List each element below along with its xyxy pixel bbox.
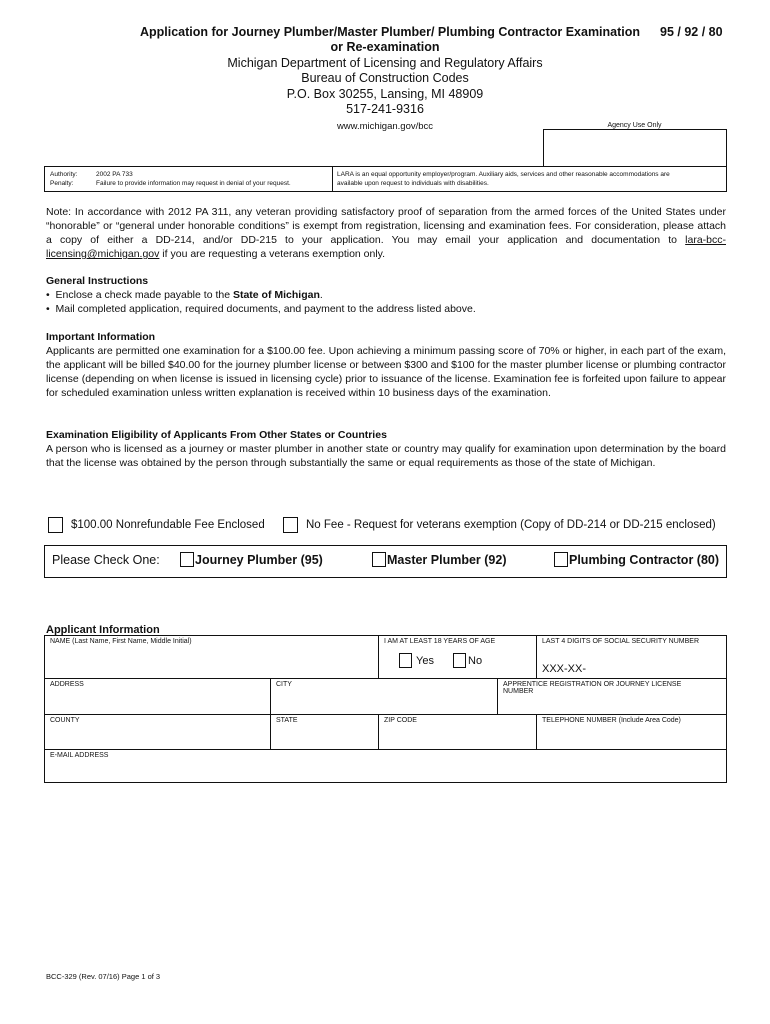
email-label: E-MAIL ADDRESS bbox=[50, 752, 109, 759]
age-no-label: No bbox=[468, 655, 483, 667]
bullet-2-text: Mail completed application, required documents, and payment to the address listed above. bbox=[55, 303, 476, 315]
penalty-label: Penalty: bbox=[50, 180, 74, 187]
bullet-1-bold: State of Michigan bbox=[232, 289, 320, 301]
form-title: Application for Journey Plumber/Master Plumber/ Plumbing Contractor Examination bbox=[139, 25, 641, 39]
age-label: I AM AT LEAST 18 YEARS OF AGE bbox=[384, 638, 496, 645]
city-label: CITY bbox=[276, 681, 292, 688]
lara-statement-line2: available upon request to individuals with disabilities. bbox=[337, 180, 489, 187]
master-plumber-label: Master Plumber (92) bbox=[387, 553, 507, 567]
fee-enclosed-checkbox[interactable] bbox=[48, 517, 63, 533]
eligibility-section bbox=[46, 428, 726, 470]
general-heading: General Instructions bbox=[46, 275, 149, 287]
name-field[interactable] bbox=[45, 636, 379, 679]
name-label: NAME (Last Name, First Name, Middle Initial) bbox=[50, 638, 192, 645]
authority-box bbox=[44, 166, 727, 192]
authority-value: 2002 PA 733 bbox=[96, 171, 133, 178]
journey-plumber-label: Journey Plumber (95) bbox=[195, 553, 323, 567]
city-field[interactable] bbox=[271, 679, 498, 715]
veteran-note bbox=[46, 205, 726, 261]
authority-penalty bbox=[45, 167, 333, 191]
bullet-1-end: . bbox=[319, 289, 323, 301]
zip-field[interactable] bbox=[379, 715, 537, 750]
plumbing-contractor-label: Plumbing Contractor (80) bbox=[569, 553, 720, 567]
age-yes-checkbox[interactable] bbox=[399, 653, 412, 668]
ssn-label: LAST 4 DIGITS OF SOCIAL SECURITY NUMBER bbox=[542, 638, 700, 645]
general-instructions bbox=[46, 274, 726, 316]
penalty-value: Failure to provide information may request in denial of your request. bbox=[96, 180, 291, 187]
important-text: Applicants are permitted one examination for a $100.00 fee. Upon achieving a minimum passing score of 70% or higher, in each part of the exam, the applicant will be billed $40.00 for the journey plumber license or between $300 and $100 for the master plumber license or plumbing contractor license (depending on when license is issued in licensing cycle) prior to issuance of the license. Examination fee is forfeited upon failure to appear for scheduled examination unless written explanation is received within 10 business days of the examination. bbox=[46, 345, 726, 399]
age-field bbox=[379, 636, 537, 679]
email-field[interactable] bbox=[45, 750, 726, 782]
ssn-prefix: XXX-XX- bbox=[542, 663, 587, 675]
bullet-1: • Enclose a check made payable to the State of Michigan. bbox=[46, 289, 323, 301]
state-field[interactable] bbox=[271, 715, 379, 750]
address-field[interactable] bbox=[45, 679, 271, 715]
bureau-name: Bureau of Construction Codes bbox=[301, 71, 469, 85]
eligibility-heading: Examination Eligibility of Applicants From Other States or Countries bbox=[46, 429, 387, 441]
applicant-grid bbox=[44, 635, 727, 783]
mailing-address: P.O. Box 30255, Lansing, MI 48909 bbox=[286, 87, 484, 101]
county-field[interactable] bbox=[45, 715, 271, 750]
website-link[interactable]: www.michigan.gov/bcc bbox=[336, 121, 434, 132]
eligibility-text: A person who is licensed as a journey or master plumber in another state or country may qualify for examination upon determination by the board that the license was obtained by the person through substantially the same or equal requirements as those of the state of Michigan. bbox=[46, 443, 726, 469]
telephone-label: TELEPHONE NUMBER (Include Area Code) bbox=[542, 717, 681, 724]
no-fee-checkbox[interactable] bbox=[283, 517, 298, 533]
email-link[interactable]: lara-bcc-licensing@michigan.gov bbox=[46, 234, 726, 260]
plumbing-contractor-checkbox[interactable] bbox=[554, 552, 568, 567]
form-footer: BCC-329 (Rev. 07/16) Page 1 of 3 bbox=[46, 972, 161, 981]
apprentice-label: APPRENTICE REGISTRATION OR JOURNEY LICENSE NUMBER bbox=[503, 681, 682, 695]
state-label: STATE bbox=[276, 717, 298, 724]
important-information bbox=[46, 330, 726, 400]
master-plumber-checkbox[interactable] bbox=[372, 552, 386, 567]
note-text: Note: In accordance with 2012 PA 311, any veteran providing satisfactory proof of separation from the armed forces of the United States under “honorable” or “general under honorable conditions” is exempt from registration, licensing and examination fees. For consideration, please attach a copy of either a DD-214, and/or DD-215 to your application. You may email your application and documentation to bbox=[46, 206, 726, 246]
fee-options bbox=[46, 516, 726, 536]
license-type-box bbox=[44, 545, 727, 578]
agency-use-box bbox=[543, 129, 727, 167]
bullet-2: • Mail completed application, required documents, and payment to the address listed above. bbox=[46, 303, 476, 315]
apprentice-field[interactable] bbox=[498, 679, 726, 715]
fee-enclosed-label: $100.00 Nonrefundable Fee Enclosed bbox=[71, 519, 265, 531]
check-one-label: Please Check One: bbox=[52, 553, 160, 567]
bullet-1-start: Enclose a check made payable to the bbox=[55, 289, 233, 301]
note-text-end: if you are requesting a veterans exemption only. bbox=[159, 248, 386, 260]
age-no-checkbox[interactable] bbox=[453, 653, 466, 668]
telephone-field[interactable] bbox=[537, 715, 726, 750]
zip-label: ZIP CODE bbox=[384, 717, 417, 724]
age-yes-label: Yes bbox=[416, 655, 434, 667]
important-heading: Important Information bbox=[46, 331, 156, 343]
phone-number: 517-241-9316 bbox=[346, 102, 424, 116]
address-label: ADDRESS bbox=[50, 681, 84, 688]
form-numbers: 95 / 92 / 80 bbox=[660, 25, 723, 39]
agency-use-label: Agency Use Only bbox=[607, 122, 662, 129]
form-subtitle: or Re-examination bbox=[330, 40, 440, 54]
authority-label: Authority: bbox=[50, 171, 78, 178]
no-fee-label: No Fee - Request for veterans exemption (Copy of DD-214 or DD-215 enclosed) bbox=[306, 519, 716, 531]
applicant-heading: Applicant Information bbox=[46, 624, 160, 636]
ssn-field[interactable] bbox=[537, 636, 726, 679]
department-name: Michigan Department of Licensing and Regulatory Affairs bbox=[227, 56, 543, 70]
county-label: COUNTY bbox=[50, 717, 80, 724]
lara-statement-line1: LARA is an equal opportunity employer/program. Auxiliary aids, services and other reasonable accommodations are bbox=[337, 171, 670, 178]
journey-plumber-checkbox[interactable] bbox=[180, 552, 194, 567]
